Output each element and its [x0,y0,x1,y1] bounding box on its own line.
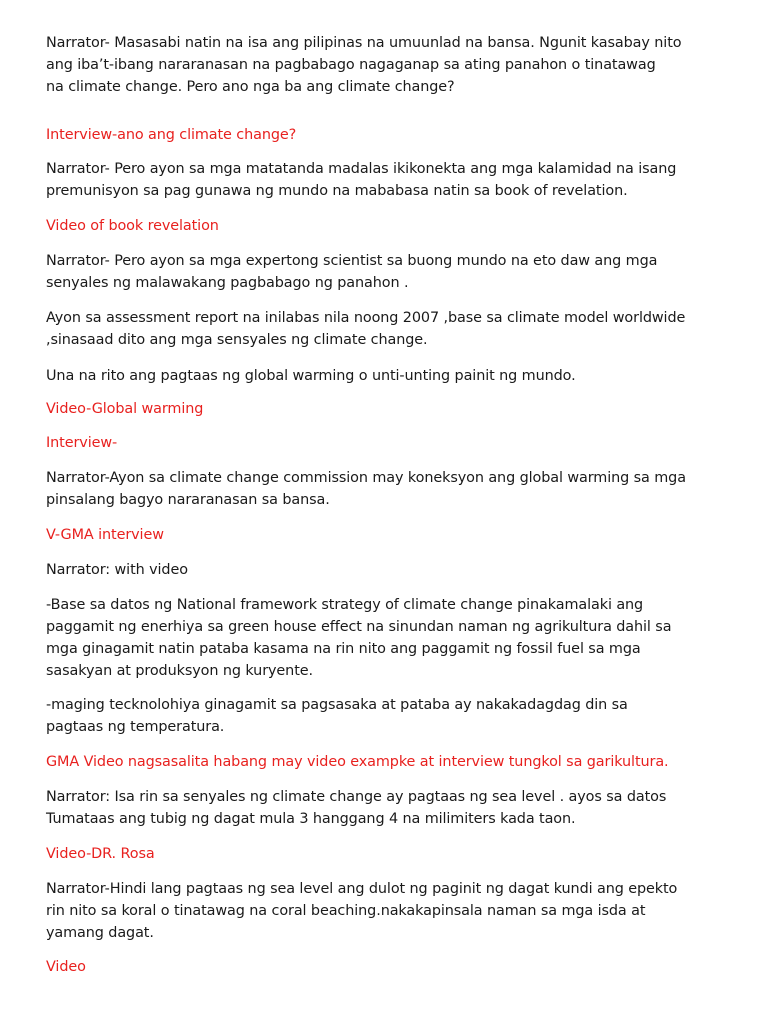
narrator-with-video: Narrator: with video [46,562,188,578]
narrator-paragraph-sea-level: Narrator: Isa rin sa senyales ng climate change ay pagtaas ng sea level . ayos sa datos Tumataas ang tubig ng dagat mula 3 hanggang 4 na milimiters kada taon. [46,789,667,827]
narrator-paragraph-commission: Narrator-Ayon sa climate change commission may koneksyon ang global warming sa mga pinsalang bagyo nararanasan sa bansa. [46,470,686,508]
cue-video-book-revelation: Video of book revelation [46,218,219,234]
narrator-paragraph-scientists: Narrator- Pero ayon sa mga expertong scientist sa buong mundo na eto daw ang mga senyales ng malawakang pagbabago ng panahon . [46,253,658,291]
cue-video: Video [46,959,86,975]
paragraph-technology-farming: -maging tecknolohiya ginagamit sa pagsasaka at pataba ay nakakadagdag din sa pagtaas ng temperatura. [46,697,628,735]
document-page [46,0,726,1024]
cue-interview: Interview- [46,435,118,451]
cue-gma-interview: V-GMA interview [46,527,164,543]
cue-gma-video-agriculture: GMA Video nagsasalita habang may video exampke at interview tungkol sa garikultura. [46,754,669,770]
narrator-paragraph-elders: Narrator- Pero ayon sa mga matatanda madalas ikikonekta ang mga kalamidad na isang premunisyon sa pag gunawa ng mundo na mababasa natin sa book of revelation. [46,161,677,199]
paragraph-assessment-report: Ayon sa assessment report na inilabas nila noong 2007 ,base sa climate model worldwide ,sinasaad dito ang mga sensyales ng climate change. [46,310,686,348]
paragraph-global-warming: Una na rito ang pagtaas ng global warming o unti-unting painit ng mundo. [46,368,576,384]
cue-interview-climate-change: Interview-ano ang climate change? [46,127,297,143]
cue-video-global-warming: Video-Global warming [46,401,204,417]
paragraph-national-framework: -Base sa datos ng National framework strategy of climate change pinakamalaki ang paggamit ng enerhiya sa green house effect na sinundan naman ng agrikultura dahil sa mga ginagamit natin pataba kasama na rin nito ang paggamit ng fossil fuel sa mga sasakyan at produksyon ng kuryente. [46,597,672,679]
narrator-paragraph-intro: Narrator- Masasabi natin na isa ang pilipinas na umuunlad na bansa. Ngunit kasabay nito ang iba’t-ibang nararanasan na pagbabago nagaganap sa ating panahon o tinatawag na climate change. Pero ano nga ba ang climate change? [46,35,682,95]
narrator-paragraph-coral: Narrator-Hindi lang pagtaas ng sea level ang dulot ng paginit ng dagat kundi ang epekto rin nito sa koral o tinatawag na coral beaching.nakakapinsala naman sa mga isda at yamang dagat. [46,881,678,941]
cue-video-dr-rosa: Video-DR. Rosa [46,846,155,862]
